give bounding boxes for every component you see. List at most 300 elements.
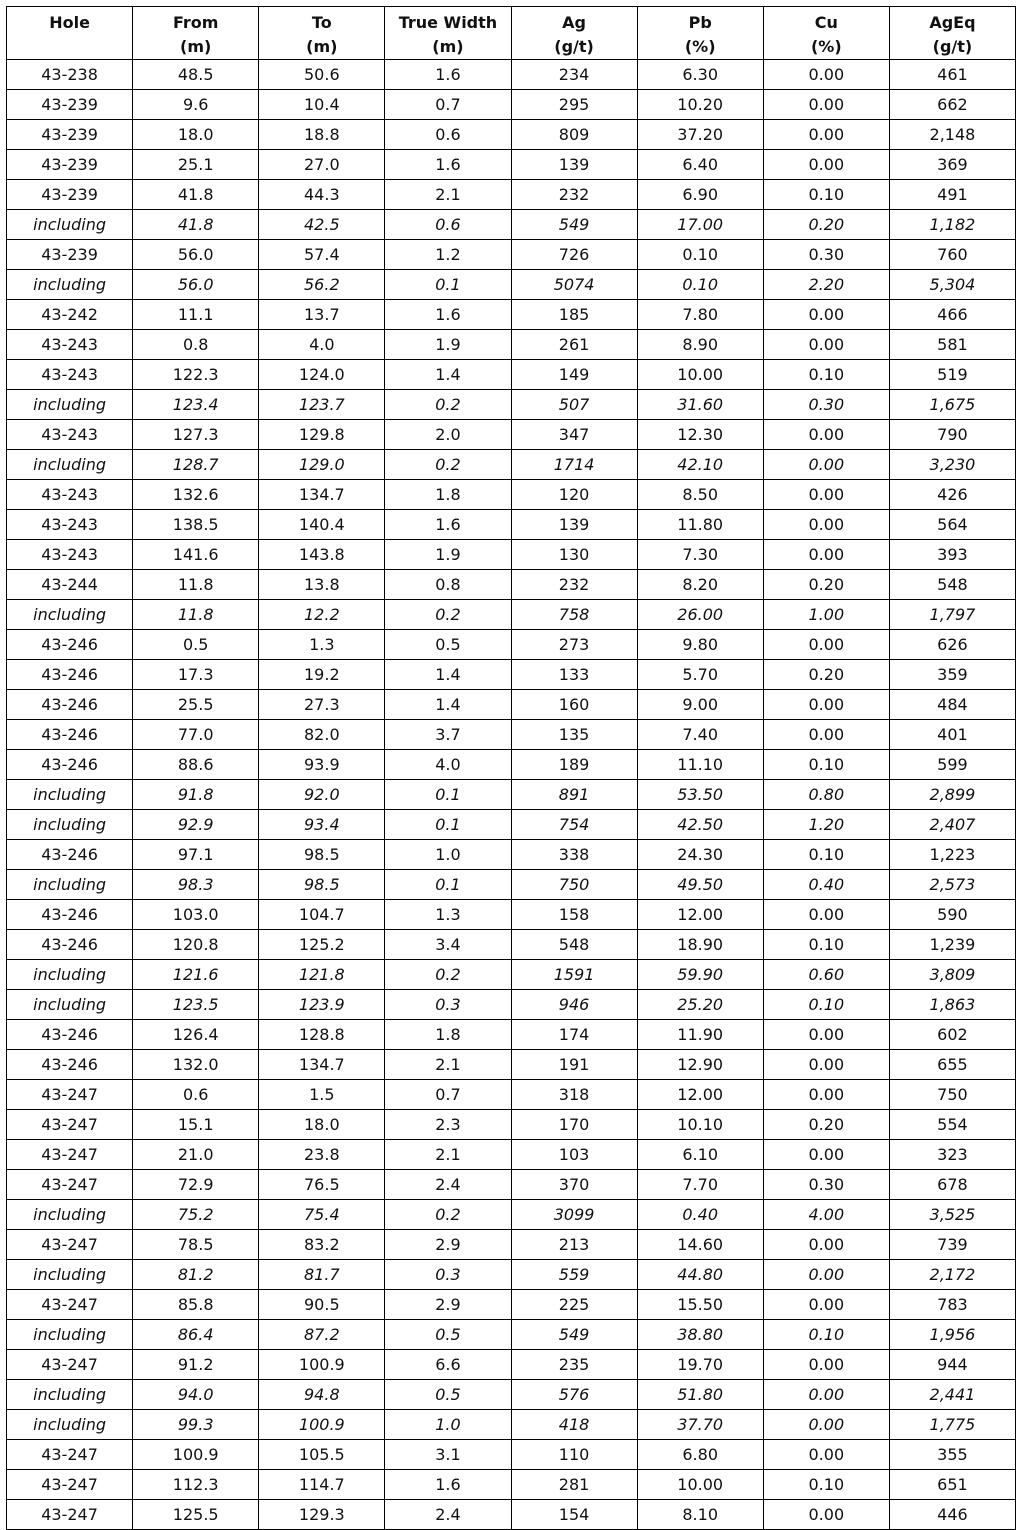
- to-cell: 50.6: [259, 60, 385, 90]
- pb-cell: 0.10: [637, 240, 763, 270]
- pb-cell: 59.90: [637, 960, 763, 990]
- ag-cell: 809: [511, 120, 637, 150]
- hole-cell: 43-242: [7, 300, 133, 330]
- true-width-cell: 0.6: [385, 120, 511, 150]
- pb-cell: 31.60: [637, 390, 763, 420]
- true-width-cell: 0.1: [385, 270, 511, 300]
- table-row: [7, 1170, 1016, 1200]
- hole-cell: including: [7, 990, 133, 1020]
- ag-cell: 548: [511, 930, 637, 960]
- true-width-cell: 1.2: [385, 240, 511, 270]
- ag-cell: 891: [511, 780, 637, 810]
- pb-cell: 15.50: [637, 1290, 763, 1320]
- column-header-to: [259, 7, 385, 60]
- true-width-cell: 0.5: [385, 1320, 511, 1350]
- ageq-cell: 790: [889, 420, 1015, 450]
- pb-cell: 42.10: [637, 450, 763, 480]
- cu-cell: 0.10: [763, 180, 889, 210]
- from-cell: 56.0: [133, 240, 259, 270]
- column-header-from: [133, 7, 259, 60]
- table-row: [7, 810, 1016, 840]
- ag-cell: 185: [511, 300, 637, 330]
- pb-cell: 8.90: [637, 330, 763, 360]
- pb-cell: 12.30: [637, 420, 763, 450]
- cu-cell: 0.20: [763, 660, 889, 690]
- ag-cell: 576: [511, 1380, 637, 1410]
- ageq-cell: 602: [889, 1020, 1015, 1050]
- cu-cell: 0.00: [763, 1410, 889, 1440]
- ageq-cell: 3,525: [889, 1200, 1015, 1230]
- table-row: [7, 780, 1016, 810]
- table-row: [7, 480, 1016, 510]
- ag-cell: 189: [511, 750, 637, 780]
- to-cell: 90.5: [259, 1290, 385, 1320]
- column-name: To: [311, 13, 332, 32]
- ag-cell: 549: [511, 210, 637, 240]
- table-row: [7, 150, 1016, 180]
- cu-cell: 0.20: [763, 210, 889, 240]
- ageq-cell: 401: [889, 720, 1015, 750]
- from-cell: 41.8: [133, 180, 259, 210]
- from-cell: 0.5: [133, 630, 259, 660]
- cu-cell: 0.00: [763, 540, 889, 570]
- ageq-cell: 3,809: [889, 960, 1015, 990]
- ageq-cell: 783: [889, 1290, 1015, 1320]
- from-cell: 97.1: [133, 840, 259, 870]
- table-row: [7, 750, 1016, 780]
- to-cell: 56.2: [259, 270, 385, 300]
- hole-cell: 43-243: [7, 330, 133, 360]
- ageq-cell: 1,775: [889, 1410, 1015, 1440]
- cu-cell: 0.00: [763, 690, 889, 720]
- from-cell: 91.2: [133, 1350, 259, 1380]
- cu-cell: 0.00: [763, 120, 889, 150]
- ag-cell: 750: [511, 870, 637, 900]
- true-width-cell: 0.7: [385, 1080, 511, 1110]
- column-header-true-width: [385, 7, 511, 60]
- table-row: [7, 300, 1016, 330]
- from-cell: 81.2: [133, 1260, 259, 1290]
- to-cell: 92.0: [259, 780, 385, 810]
- pb-cell: 53.50: [637, 780, 763, 810]
- ageq-cell: 760: [889, 240, 1015, 270]
- ageq-cell: 5,304: [889, 270, 1015, 300]
- from-cell: 11.1: [133, 300, 259, 330]
- column-unit: (m): [180, 37, 212, 56]
- hole-cell: 43-247: [7, 1080, 133, 1110]
- ag-cell: 295: [511, 90, 637, 120]
- to-cell: 114.7: [259, 1470, 385, 1500]
- table-row: [7, 540, 1016, 570]
- hole-cell: including: [7, 1320, 133, 1350]
- from-cell: 77.0: [133, 720, 259, 750]
- from-cell: 94.0: [133, 1380, 259, 1410]
- table-row: [7, 60, 1016, 90]
- from-cell: 11.8: [133, 600, 259, 630]
- column-name: AgEq: [929, 13, 976, 32]
- hole-cell: 43-247: [7, 1170, 133, 1200]
- cu-cell: 0.10: [763, 1470, 889, 1500]
- column-header-pb: [637, 7, 763, 60]
- cu-cell: 0.20: [763, 570, 889, 600]
- ag-cell: 154: [511, 1500, 637, 1530]
- table-row: [7, 330, 1016, 360]
- hole-cell: including: [7, 1380, 133, 1410]
- hole-cell: 43-239: [7, 180, 133, 210]
- cu-cell: 0.00: [763, 900, 889, 930]
- column-name: Pb: [688, 13, 712, 32]
- table-row: [7, 1350, 1016, 1380]
- from-cell: 41.8: [133, 210, 259, 240]
- cu-cell: 0.00: [763, 1020, 889, 1050]
- true-width-cell: 3.1: [385, 1440, 511, 1470]
- true-width-cell: 3.4: [385, 930, 511, 960]
- cu-cell: 0.10: [763, 750, 889, 780]
- table-row: [7, 1470, 1016, 1500]
- cu-cell: 0.00: [763, 60, 889, 90]
- pb-cell: 7.30: [637, 540, 763, 570]
- ageq-cell: 2,573: [889, 870, 1015, 900]
- ag-cell: 1591: [511, 960, 637, 990]
- to-cell: 81.7: [259, 1260, 385, 1290]
- true-width-cell: 1.9: [385, 330, 511, 360]
- to-cell: 27.3: [259, 690, 385, 720]
- table-row: [7, 1140, 1016, 1170]
- hole-cell: including: [7, 1200, 133, 1230]
- to-cell: 18.8: [259, 120, 385, 150]
- from-cell: 18.0: [133, 120, 259, 150]
- ageq-cell: 1,223: [889, 840, 1015, 870]
- from-cell: 123.4: [133, 390, 259, 420]
- cu-cell: 0.30: [763, 390, 889, 420]
- hole-cell: 43-239: [7, 240, 133, 270]
- cu-cell: 0.00: [763, 300, 889, 330]
- column-unit: (g/t): [554, 37, 594, 56]
- from-cell: 99.3: [133, 1410, 259, 1440]
- cu-cell: 0.00: [763, 510, 889, 540]
- from-cell: 17.3: [133, 660, 259, 690]
- hole-cell: including: [7, 210, 133, 240]
- true-width-cell: 3.7: [385, 720, 511, 750]
- true-width-cell: 1.3: [385, 900, 511, 930]
- ageq-cell: 369: [889, 150, 1015, 180]
- ageq-cell: 355: [889, 1440, 1015, 1470]
- ageq-cell: 678: [889, 1170, 1015, 1200]
- ag-cell: 120: [511, 480, 637, 510]
- ageq-cell: 944: [889, 1350, 1015, 1380]
- pb-cell: 37.20: [637, 120, 763, 150]
- assay-table-container: [6, 6, 1016, 1530]
- ag-cell: 5074: [511, 270, 637, 300]
- pb-cell: 26.00: [637, 600, 763, 630]
- table-row: [7, 1200, 1016, 1230]
- ag-cell: 3099: [511, 1200, 637, 1230]
- cu-cell: 1.20: [763, 810, 889, 840]
- pb-cell: 10.00: [637, 1470, 763, 1500]
- ageq-cell: 581: [889, 330, 1015, 360]
- cu-cell: 2.20: [763, 270, 889, 300]
- hole-cell: including: [7, 450, 133, 480]
- column-name: Cu: [814, 13, 838, 32]
- ageq-cell: 1,239: [889, 930, 1015, 960]
- to-cell: 128.8: [259, 1020, 385, 1050]
- ageq-cell: 662: [889, 90, 1015, 120]
- table-row: [7, 960, 1016, 990]
- ageq-cell: 1,956: [889, 1320, 1015, 1350]
- cu-cell: 0.10: [763, 990, 889, 1020]
- table-row: [7, 1500, 1016, 1530]
- true-width-cell: 0.2: [385, 1200, 511, 1230]
- from-cell: 9.6: [133, 90, 259, 120]
- true-width-cell: 1.4: [385, 360, 511, 390]
- cu-cell: 0.00: [763, 1350, 889, 1380]
- column-unit: (m): [306, 37, 338, 56]
- cu-cell: 0.20: [763, 1110, 889, 1140]
- to-cell: 129.8: [259, 420, 385, 450]
- cu-cell: 0.00: [763, 480, 889, 510]
- hole-cell: including: [7, 780, 133, 810]
- true-width-cell: 2.1: [385, 180, 511, 210]
- to-cell: 82.0: [259, 720, 385, 750]
- pb-cell: 44.80: [637, 1260, 763, 1290]
- ageq-cell: 491: [889, 180, 1015, 210]
- ageq-cell: 466: [889, 300, 1015, 330]
- true-width-cell: 2.4: [385, 1500, 511, 1530]
- ageq-cell: 564: [889, 510, 1015, 540]
- hole-cell: 43-246: [7, 660, 133, 690]
- pb-cell: 7.70: [637, 1170, 763, 1200]
- pb-cell: 12.90: [637, 1050, 763, 1080]
- hole-cell: 43-246: [7, 750, 133, 780]
- table-row: [7, 990, 1016, 1020]
- ageq-cell: 590: [889, 900, 1015, 930]
- true-width-cell: 1.4: [385, 660, 511, 690]
- to-cell: 75.4: [259, 1200, 385, 1230]
- hole-cell: 43-246: [7, 840, 133, 870]
- from-cell: 15.1: [133, 1110, 259, 1140]
- table-row: [7, 1410, 1016, 1440]
- from-cell: 25.5: [133, 690, 259, 720]
- ag-cell: 234: [511, 60, 637, 90]
- true-width-cell: 1.6: [385, 150, 511, 180]
- true-width-cell: 2.0: [385, 420, 511, 450]
- hole-cell: including: [7, 270, 133, 300]
- header-row: [7, 7, 1016, 60]
- cu-cell: 0.00: [763, 450, 889, 480]
- ageq-cell: 750: [889, 1080, 1015, 1110]
- ageq-cell: 519: [889, 360, 1015, 390]
- hole-cell: 43-246: [7, 930, 133, 960]
- ag-cell: 507: [511, 390, 637, 420]
- from-cell: 128.7: [133, 450, 259, 480]
- ag-cell: 232: [511, 180, 637, 210]
- table-row: [7, 900, 1016, 930]
- to-cell: 121.8: [259, 960, 385, 990]
- to-cell: 10.4: [259, 90, 385, 120]
- table-row: [7, 1290, 1016, 1320]
- true-width-cell: 2.4: [385, 1170, 511, 1200]
- true-width-cell: 1.4: [385, 690, 511, 720]
- to-cell: 140.4: [259, 510, 385, 540]
- cu-cell: 0.30: [763, 240, 889, 270]
- from-cell: 78.5: [133, 1230, 259, 1260]
- pb-cell: 7.80: [637, 300, 763, 330]
- cu-cell: 0.00: [763, 630, 889, 660]
- pb-cell: 18.90: [637, 930, 763, 960]
- pb-cell: 9.80: [637, 630, 763, 660]
- ag-cell: 225: [511, 1290, 637, 1320]
- from-cell: 98.3: [133, 870, 259, 900]
- table-row: [7, 1440, 1016, 1470]
- from-cell: 127.3: [133, 420, 259, 450]
- hole-cell: 43-247: [7, 1440, 133, 1470]
- ag-cell: 232: [511, 570, 637, 600]
- hole-cell: 43-246: [7, 1020, 133, 1050]
- ag-cell: 261: [511, 330, 637, 360]
- from-cell: 141.6: [133, 540, 259, 570]
- hole-cell: 43-244: [7, 570, 133, 600]
- cu-cell: 0.00: [763, 1380, 889, 1410]
- to-cell: 87.2: [259, 1320, 385, 1350]
- pb-cell: 12.00: [637, 1080, 763, 1110]
- ag-cell: 338: [511, 840, 637, 870]
- ag-cell: 418: [511, 1410, 637, 1440]
- ag-cell: 273: [511, 630, 637, 660]
- to-cell: 129.0: [259, 450, 385, 480]
- true-width-cell: 4.0: [385, 750, 511, 780]
- to-cell: 19.2: [259, 660, 385, 690]
- cu-cell: 0.40: [763, 870, 889, 900]
- cu-cell: 0.30: [763, 1170, 889, 1200]
- column-header-ageq: [889, 7, 1015, 60]
- column-unit: (m): [432, 37, 464, 56]
- table-row: [7, 1260, 1016, 1290]
- ageq-cell: 599: [889, 750, 1015, 780]
- hole-cell: 43-247: [7, 1290, 133, 1320]
- column-name: Ag: [562, 13, 586, 32]
- from-cell: 85.8: [133, 1290, 259, 1320]
- to-cell: 123.9: [259, 990, 385, 1020]
- pb-cell: 38.80: [637, 1320, 763, 1350]
- cu-cell: 0.00: [763, 1050, 889, 1080]
- cu-cell: 0.00: [763, 420, 889, 450]
- ageq-cell: 461: [889, 60, 1015, 90]
- ageq-cell: 426: [889, 480, 1015, 510]
- ageq-cell: 1,182: [889, 210, 1015, 240]
- column-header-hole: [7, 7, 133, 60]
- to-cell: 83.2: [259, 1230, 385, 1260]
- to-cell: 100.9: [259, 1410, 385, 1440]
- from-cell: 11.8: [133, 570, 259, 600]
- ag-cell: 174: [511, 1020, 637, 1050]
- pb-cell: 37.70: [637, 1410, 763, 1440]
- table-row: [7, 270, 1016, 300]
- ag-cell: 170: [511, 1110, 637, 1140]
- ag-cell: 559: [511, 1260, 637, 1290]
- pb-cell: 8.20: [637, 570, 763, 600]
- from-cell: 86.4: [133, 1320, 259, 1350]
- column-name: Hole: [49, 13, 90, 32]
- from-cell: 0.6: [133, 1080, 259, 1110]
- ag-cell: 110: [511, 1440, 637, 1470]
- cu-cell: 0.00: [763, 150, 889, 180]
- hole-cell: 43-239: [7, 90, 133, 120]
- table-body: [7, 60, 1016, 1530]
- from-cell: 122.3: [133, 360, 259, 390]
- ageq-cell: 1,863: [889, 990, 1015, 1020]
- table-header: [7, 7, 1016, 60]
- pb-cell: 6.40: [637, 150, 763, 180]
- to-cell: 98.5: [259, 840, 385, 870]
- from-cell: 138.5: [133, 510, 259, 540]
- table-row: [7, 1380, 1016, 1410]
- from-cell: 91.8: [133, 780, 259, 810]
- hole-cell: including: [7, 810, 133, 840]
- hole-cell: 43-239: [7, 120, 133, 150]
- true-width-cell: 2.1: [385, 1050, 511, 1080]
- hole-cell: 43-238: [7, 60, 133, 90]
- pb-cell: 14.60: [637, 1230, 763, 1260]
- true-width-cell: 0.3: [385, 1260, 511, 1290]
- to-cell: 1.3: [259, 630, 385, 660]
- hole-cell: 43-247: [7, 1230, 133, 1260]
- table-row: [7, 180, 1016, 210]
- hole-cell: including: [7, 960, 133, 990]
- table-row: [7, 120, 1016, 150]
- to-cell: 93.9: [259, 750, 385, 780]
- ag-cell: 139: [511, 150, 637, 180]
- true-width-cell: 0.2: [385, 600, 511, 630]
- from-cell: 112.3: [133, 1470, 259, 1500]
- true-width-cell: 0.2: [385, 960, 511, 990]
- from-cell: 121.6: [133, 960, 259, 990]
- hole-cell: including: [7, 390, 133, 420]
- true-width-cell: 1.6: [385, 1470, 511, 1500]
- pb-cell: 24.30: [637, 840, 763, 870]
- true-width-cell: 1.6: [385, 300, 511, 330]
- hole-cell: 43-243: [7, 420, 133, 450]
- ag-cell: 754: [511, 810, 637, 840]
- pb-cell: 10.00: [637, 360, 763, 390]
- cu-cell: 0.00: [763, 90, 889, 120]
- pb-cell: 11.10: [637, 750, 763, 780]
- true-width-cell: 1.9: [385, 540, 511, 570]
- ageq-cell: 2,172: [889, 1260, 1015, 1290]
- ag-cell: 191: [511, 1050, 637, 1080]
- pb-cell: 10.20: [637, 90, 763, 120]
- from-cell: 125.5: [133, 1500, 259, 1530]
- to-cell: 98.5: [259, 870, 385, 900]
- to-cell: 13.8: [259, 570, 385, 600]
- pb-cell: 12.00: [637, 900, 763, 930]
- hole-cell: 43-246: [7, 630, 133, 660]
- hole-cell: 43-247: [7, 1110, 133, 1140]
- from-cell: 75.2: [133, 1200, 259, 1230]
- pb-cell: 5.70: [637, 660, 763, 690]
- pb-cell: 7.40: [637, 720, 763, 750]
- table-row: [7, 1320, 1016, 1350]
- hole-cell: 43-246: [7, 1050, 133, 1080]
- to-cell: 143.8: [259, 540, 385, 570]
- cu-cell: 0.00: [763, 1260, 889, 1290]
- to-cell: 104.7: [259, 900, 385, 930]
- ag-cell: 318: [511, 1080, 637, 1110]
- to-cell: 125.2: [259, 930, 385, 960]
- table-row: [7, 420, 1016, 450]
- pb-cell: 8.10: [637, 1500, 763, 1530]
- column-name: From: [172, 13, 219, 32]
- table-row: [7, 570, 1016, 600]
